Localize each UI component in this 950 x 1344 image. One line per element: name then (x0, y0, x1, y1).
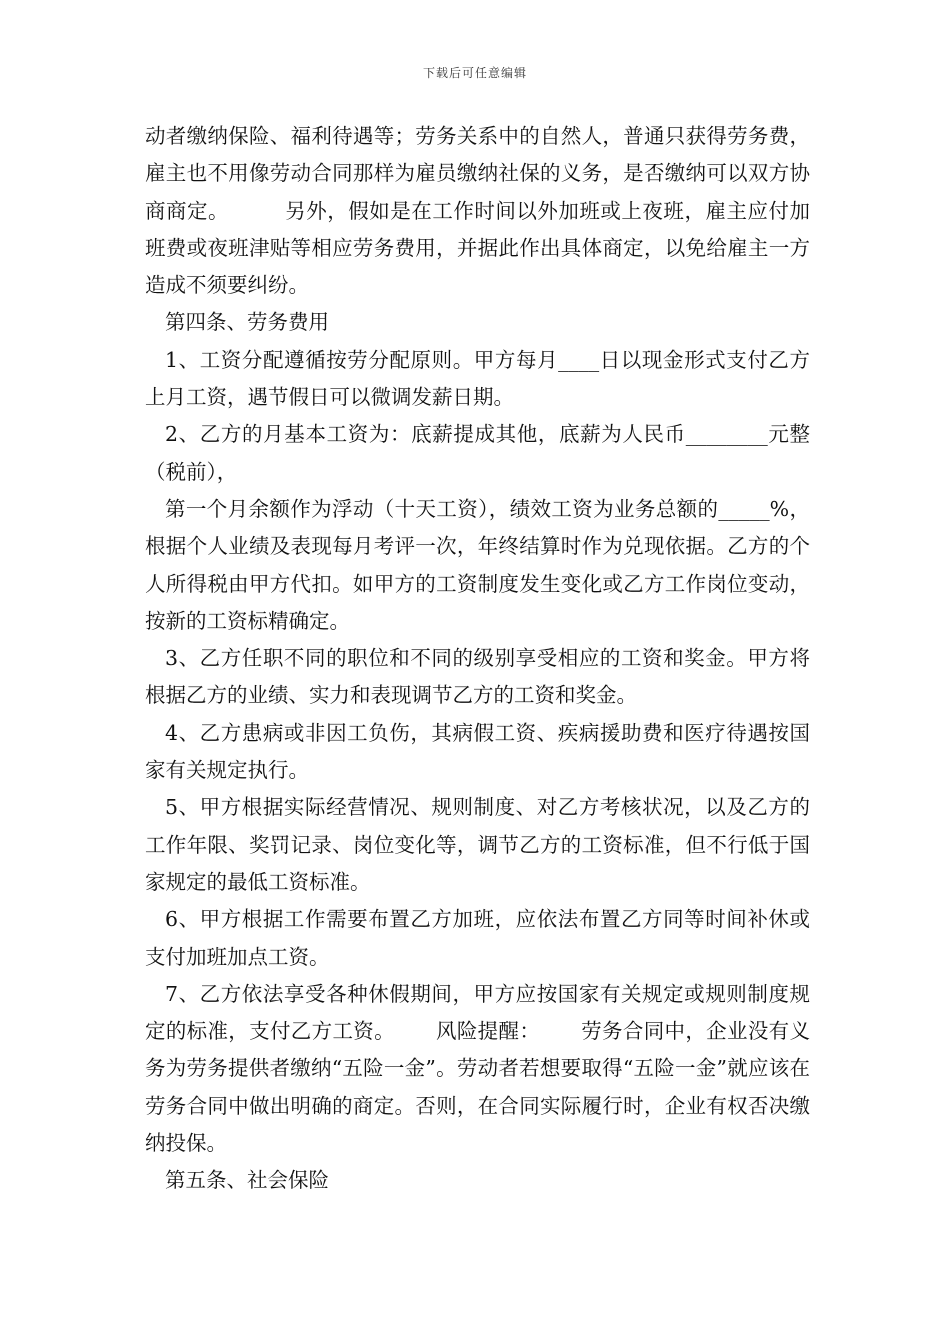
clause-4-5: 5、甲方根据实际经营情况、规则制度、对乙方考核状况，以及乙方的工作年限、奖罚记录、岗位变化等，调节乙方的工资标准，但不行低于国家规定的最低工资标准。 (145, 795, 810, 894)
clause-4-6: 6、甲方根据工作需要布置乙方加班，应依法布置乙方同等时间补休或支付加班加点工资。 (145, 907, 810, 969)
clause-4-4: 4、乙方患病或非因工负伤，其病假工资、疾病援助费和医疗待遇按国家有关规定执行。 (145, 720, 810, 783)
paragraph-1: 动者缴纳保险、福利待遇等；劳务关系中的自然人，普通只获得劳务费，雇主也不用像劳动合同那样为雇员缴纳社保的义务，是否缴纳可以双方协商商定。 另外，假如是在工作时间以外加班或上夜班，雇主应付加班费或夜班津贴等相应劳务费用，并据此作出具体商定，以免给雇主一方造成不须要纠纷。 (145, 124, 810, 298)
document-body (145, 118, 810, 1200)
clause-4-1: 1、工资分配遵循按劳分配原则。甲方每月____日以现金形式支付乙方上月工资，遇节假日可以微调发薪日期。 (145, 347, 810, 410)
section-heading-article-5: 第五条、社会保险 (165, 1168, 329, 1193)
section-heading-article-4: 第四条、劳务费用 (165, 310, 329, 335)
clause-4-3: 3、乙方任职不同的职位和不同的级别享受相应的工资和奖金。甲方将根据乙方的业绩、实力和表现调节乙方的工资和奖金。 (145, 646, 810, 708)
clause-4-2-continued: 第一个月余额作为浮动（十天工资），绩效工资为业务总额的_____%，根据个人业绩及表现每月考评一次，年终结算时作为兑现依据。乙方的个人所得税由甲方代扣。如甲方的工资制度发生变化或乙方工作岗位变动，按新的工资标精确定。 (145, 496, 810, 633)
page-header-note: 下载后可任意编辑 (422, 66, 527, 80)
clause-4-7: 7、乙方依法享受各种休假期间，甲方应按国家有关规定或规则制度规定的标准，支付乙方工资。 风险提醒： 劳务合同中，企业没有义务为劳务提供者缴纳“五险一金”。劳动者若想要取得“五险一金”就应该在劳务合同中做出明确的商定。否则，在合同实际履行时，企业有权否决缴纳投保。 (145, 981, 810, 1156)
clause-4-2: 2、乙方的月基本工资为：底薪提成其他，底薪为人民币________元整（税前）， (145, 422, 810, 484)
